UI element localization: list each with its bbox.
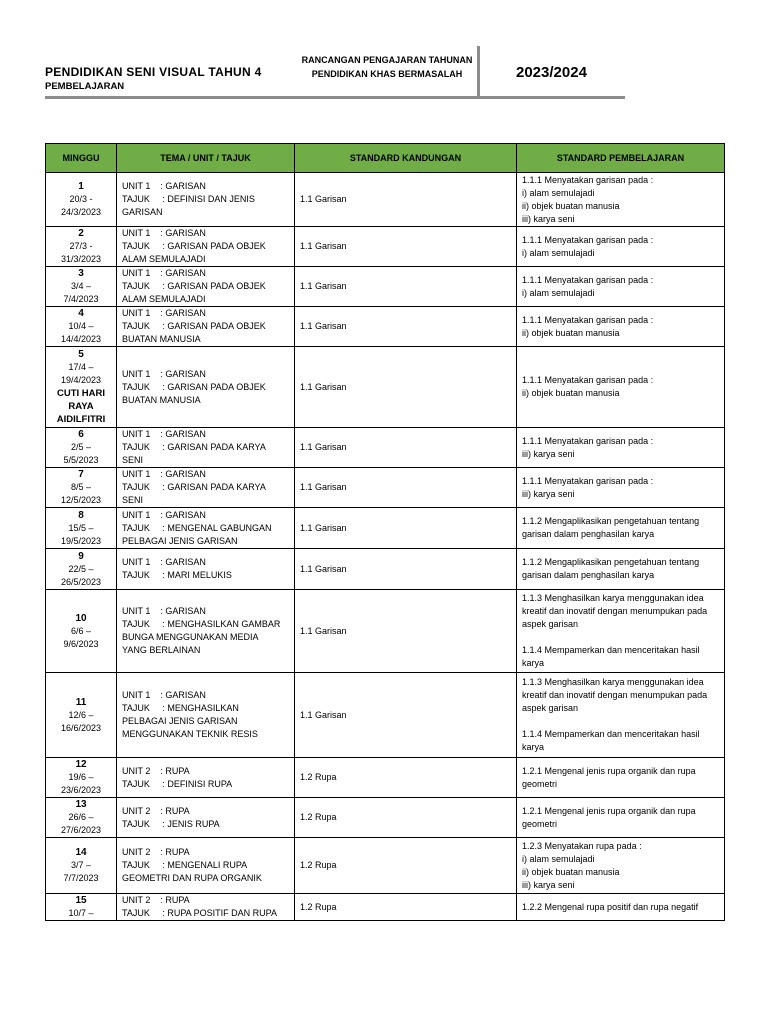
week-number: 3	[78, 268, 84, 279]
tema-line: TAJUK : JENIS RUPA	[122, 818, 220, 829]
cell-standard-pembelajaran	[517, 798, 725, 838]
tema-line: GEOMETRI DAN RUPA ORGANIK	[122, 873, 262, 883]
tema-line: PELBAGAI JENIS GARISAN	[122, 716, 238, 726]
week-date: 2/5 –	[70, 442, 92, 452]
table-row	[46, 468, 725, 508]
week-date: 12/6 –	[68, 709, 94, 720]
lesson-plan-table	[45, 143, 725, 921]
cell-standard-pembelajaran	[517, 758, 725, 798]
tema-line: PELBAGAI JENIS GARISAN	[122, 535, 238, 546]
standard-pembelajaran-line: 1.2.3 Menyatakan rupa pada :	[522, 840, 642, 851]
standard-pembelajaran-line: 1.1.4 Mempamerkan dan menceritakan hasil karya	[522, 645, 700, 668]
cell-standard-pembelajaran	[517, 468, 725, 508]
cell-minggu	[46, 798, 117, 838]
table-row	[46, 508, 725, 549]
standard-pembelajaran-line: ii) objek buatan manusia	[522, 388, 620, 398]
cell-minggu	[46, 347, 117, 428]
table-header-row	[46, 144, 725, 173]
week-date: 6/6 –	[70, 625, 92, 636]
cell-minggu	[46, 428, 117, 468]
week-date: 23/6/2023	[60, 785, 102, 795]
tema-line: UNIT 1 : GARISAN	[122, 268, 206, 278]
table-row	[46, 673, 725, 758]
table-row	[46, 428, 725, 468]
cell-standard-kandungan: 1.1 Garisan	[295, 508, 517, 549]
tema-line: UNIT 1 : GARISAN	[122, 509, 206, 520]
week-date: 22/5 –	[68, 563, 94, 574]
standard-pembelajaran-line	[522, 631, 724, 644]
cell-standard-pembelajaran	[517, 347, 725, 428]
cell-tema	[117, 798, 295, 838]
standard-pembelajaran-line: 1.1.1 Menyatakan garisan pada :	[522, 274, 654, 285]
week-date: 19/6 –	[68, 772, 94, 782]
cell-standard-pembelajaran	[517, 307, 725, 347]
cell-minggu	[46, 173, 117, 227]
cell-minggu	[46, 267, 117, 307]
cell-tema	[117, 307, 295, 347]
cell-standard-pembelajaran	[517, 428, 725, 468]
column-header-standard-pembelajaran: STANDARD PEMBELAJARAN	[517, 144, 725, 173]
column-header-tema: TEMA / UNIT / TAJUK	[117, 144, 295, 173]
week-date: 19/5/2023	[60, 535, 102, 546]
standard-pembelajaran-line: ii) objek buatan manusia	[522, 866, 620, 877]
tema-line: TAJUK : MENGENALI RUPA	[122, 860, 248, 870]
standard-pembelajaran-line: iii) karya seni	[522, 448, 575, 459]
standard-pembelajaran-line: iii) karya seni	[522, 879, 575, 890]
cell-standard-pembelajaran	[517, 267, 725, 307]
cell-standard-kandungan: 1.1 Garisan	[295, 590, 517, 673]
cell-standard-kandungan: 1.1 Garisan	[295, 549, 517, 590]
week-number: 5	[78, 349, 84, 360]
week-date: 9/6/2023	[63, 638, 99, 649]
table-row	[46, 590, 725, 673]
week-date: 24/3/2023	[60, 207, 102, 217]
table-row	[46, 798, 725, 838]
tema-line: UNIT 2 : RUPA	[122, 805, 190, 816]
week-number: 9	[78, 550, 84, 562]
cell-minggu	[46, 468, 117, 508]
tema-line: UNIT 1 : GARISAN	[122, 469, 206, 479]
cell-standard-kandungan: 1.2 Rupa	[295, 798, 517, 838]
cell-minggu	[46, 590, 117, 673]
week-date: 10/4 –	[68, 321, 94, 331]
holiday-note: AIDILFITRI	[56, 414, 106, 425]
tema-line: UNIT 1 : GARISAN	[122, 690, 206, 700]
tema-line: YANG BERLAINAN	[122, 645, 201, 655]
standard-pembelajaran-line: i) alam semulajadi	[522, 187, 595, 198]
week-date: 16/6/2023	[60, 722, 102, 733]
week-number: 11	[75, 696, 87, 708]
tema-line: TAJUK : GARISAN PADA KARYA	[122, 482, 266, 492]
tema-line: TAJUK : GARISAN PADA OBJEK	[122, 321, 266, 331]
week-date: 3/4 –	[70, 281, 92, 291]
standard-pembelajaran-line: 1.1.3 Menghasilkan karya menggunakan idea kreatif dan inovatif dengan menumpukan pada aspek garisan	[522, 593, 708, 629]
cell-standard-kandungan: 1.1 Garisan	[295, 267, 517, 307]
standard-pembelajaran-line: ii) objek buatan manusia	[522, 327, 620, 338]
week-number: 1	[78, 181, 84, 192]
tema-line: TAJUK : MENGHASILKAN	[122, 703, 239, 713]
table-row	[46, 227, 725, 267]
standard-pembelajaran-line: 1.1.3 Menghasilkan karya menggunakan idea kreatif dan inovatif dengan menumpukan pada aspek garisan	[522, 677, 708, 713]
week-number: 15	[75, 895, 87, 906]
cell-standard-pembelajaran	[517, 590, 725, 673]
table-row	[46, 758, 725, 798]
tema-line: TAJUK : GARISAN PADA OBJEK	[122, 241, 266, 251]
plan-line-1: RANCANGAN PENGAJARAN TAHUNAN	[301, 55, 473, 65]
tema-line: UNIT 1 : GARISAN	[122, 228, 206, 238]
week-number: 8	[78, 509, 84, 521]
standard-pembelajaran-line: 1.2.1 Mengenal jenis rupa organik dan rupa geometri	[522, 805, 696, 829]
cell-tema	[117, 549, 295, 590]
tema-line: UNIT 2 : RUPA	[122, 765, 190, 776]
cell-tema	[117, 428, 295, 468]
standard-pembelajaran-line: 1.2.2 Mengenal rupa positif dan rupa negatif	[522, 901, 699, 912]
week-number: 4	[78, 308, 84, 319]
cell-tema	[117, 267, 295, 307]
cell-tema	[117, 838, 295, 894]
page-subtitle: PEMBELAJARAN	[45, 81, 125, 92]
week-date: 15/5 –	[68, 522, 94, 533]
week-date: 19/4/2023	[60, 375, 102, 385]
table-row	[46, 838, 725, 894]
cell-tema	[117, 347, 295, 428]
header-divider-vertical	[477, 46, 480, 98]
tema-line: TAJUK : GARISAN PADA OBJEK	[122, 281, 266, 291]
cell-minggu	[46, 673, 117, 758]
tema-line: TAJUK : MENGENAL GABUNGAN	[122, 522, 272, 533]
cell-standard-pembelajaran	[517, 673, 725, 758]
plan-line-2: PENDIDIKAN KHAS BERMASALAH	[311, 69, 463, 79]
week-number: 14	[75, 847, 87, 858]
tema-line: UNIT 1 : GARISAN	[122, 557, 206, 567]
standard-pembelajaran-line: 1.1.1 Menyatakan garisan pada :	[522, 234, 654, 245]
cell-standard-kandungan: 1.1 Garisan	[295, 468, 517, 508]
column-header-standard-kandungan: STANDARD KANDUNGAN	[295, 144, 517, 173]
header-divider-horizontal	[45, 96, 625, 99]
standard-pembelajaran-line: i) alam semulajadi	[522, 853, 595, 864]
school-year: 2023/2024	[516, 64, 587, 81]
table-row	[46, 267, 725, 307]
cell-minggu	[46, 758, 117, 798]
standard-pembelajaran-line: i) alam semulajadi	[522, 247, 595, 258]
tema-line: TAJUK : DEFINISI DAN JENIS	[122, 194, 255, 204]
cell-minggu	[46, 508, 117, 549]
cell-minggu	[46, 838, 117, 894]
cell-standard-kandungan: 1.2 Rupa	[295, 894, 517, 921]
cell-standard-pembelajaran	[517, 227, 725, 267]
tema-line: UNIT 1 : GARISAN	[122, 429, 206, 439]
table-row	[46, 549, 725, 590]
plan-title	[299, 53, 475, 81]
cell-tema	[117, 227, 295, 267]
week-date: 14/4/2023	[60, 334, 102, 344]
table-row	[46, 173, 725, 227]
standard-pembelajaran-line: iii) karya seni	[522, 488, 575, 499]
standard-pembelajaran-line: 1.1.1 Menyatakan garisan pada :	[522, 174, 654, 185]
tema-line: ALAM SEMULAJADI	[122, 294, 206, 304]
week-number: 6	[78, 429, 84, 440]
tema-line: TAJUK : RUPA POSITIF DAN RUPA	[122, 908, 278, 918]
cell-standard-kandungan: 1.1 Garisan	[295, 173, 517, 227]
week-date: 8/5 –	[70, 482, 92, 492]
tema-line: BUATAN MANUSIA	[122, 334, 201, 344]
standard-pembelajaran-line: 1.1.1 Menyatakan garisan pada :	[522, 314, 654, 325]
tema-line: TAJUK : GARISAN PADA OBJEK	[122, 381, 266, 392]
standard-pembelajaran-line: 1.1.2 Mengaplikasikan pengetahuan tentang garisan dalam penghasilan karya	[522, 516, 700, 539]
week-date: 31/3/2023	[60, 254, 102, 264]
week-number: 7	[78, 469, 84, 480]
tema-line: TAJUK : GARISAN PADA KARYA	[122, 442, 266, 452]
tema-line: UNIT 1 : GARISAN	[122, 606, 206, 616]
standard-pembelajaran-line: 1.2.1 Mengenal jenis rupa organik dan rupa geometri	[522, 765, 696, 789]
week-date: 26/5/2023	[60, 576, 102, 587]
week-date: 3/7 –	[70, 860, 92, 870]
cell-standard-pembelajaran	[517, 549, 725, 590]
tema-line: UNIT 2 : RUPA	[122, 847, 190, 857]
cell-standard-kandungan: 1.1 Garisan	[295, 347, 517, 428]
standard-pembelajaran-line: i) alam semulajadi	[522, 287, 595, 298]
cell-standard-kandungan: 1.1 Garisan	[295, 227, 517, 267]
header-left	[45, 65, 262, 92]
tema-line: SENI	[122, 495, 144, 505]
holiday-note: CUTI HARI	[56, 388, 106, 399]
tema-line: GARISAN	[122, 207, 163, 217]
cell-tema	[117, 173, 295, 227]
cell-minggu	[46, 894, 117, 921]
cell-standard-pembelajaran	[517, 173, 725, 227]
table-body	[46, 173, 725, 921]
holiday-note: RAYA	[68, 401, 94, 412]
week-number: 13	[75, 799, 87, 810]
week-date: 5/5/2023	[63, 455, 99, 465]
standard-pembelajaran-line: 1.1.4 Mempamerkan dan menceritakan hasil karya	[522, 729, 700, 752]
week-number: 12	[75, 759, 87, 770]
tema-line: TAJUK : MENGHASILKAN GAMBAR	[122, 619, 281, 629]
cell-tema	[117, 590, 295, 673]
cell-minggu	[46, 227, 117, 267]
week-date: 10/7 –	[68, 908, 94, 918]
week-date: 7/4/2023	[63, 294, 99, 304]
cell-standard-pembelajaran	[517, 894, 725, 921]
standard-pembelajaran-line: 1.1.2 Mengaplikasikan pengetahuan tentang garisan dalam penghasilan karya	[522, 557, 700, 580]
tema-line: UNIT 2 : RUPA	[122, 895, 190, 905]
tema-line: UNIT 1 : GARISAN	[122, 181, 206, 191]
table-row	[46, 347, 725, 428]
cell-tema	[117, 468, 295, 508]
cell-standard-kandungan: 1.1 Garisan	[295, 673, 517, 758]
standard-pembelajaran-line	[522, 715, 724, 728]
week-date: 27/6/2023	[60, 825, 102, 835]
table-row	[46, 894, 725, 921]
cell-minggu	[46, 307, 117, 347]
page-title: PENDIDIKAN SENI VISUAL TAHUN 4	[45, 65, 262, 79]
tema-line: MENGGUNAKAN TEKNIK RESIS	[122, 729, 258, 739]
tema-line: ALAM SEMULAJADI	[122, 254, 206, 264]
week-date: 26/6 –	[68, 812, 94, 822]
standard-pembelajaran-line: ii) objek buatan manusia	[522, 200, 620, 211]
cell-tema	[117, 758, 295, 798]
standard-pembelajaran-line: 1.1.1 Menyatakan garisan pada :	[522, 435, 654, 446]
tema-line: BUNGA MENGGUNAKAN MEDIA	[122, 632, 259, 642]
cell-standard-kandungan: 1.1 Garisan	[295, 307, 517, 347]
cell-standard-pembelajaran	[517, 838, 725, 894]
cell-tema	[117, 508, 295, 549]
week-number: 2	[78, 228, 84, 239]
cell-standard-pembelajaran	[517, 508, 725, 549]
cell-standard-kandungan: 1.1 Garisan	[295, 428, 517, 468]
week-date: 20/3 -	[69, 194, 93, 204]
week-date: 27/3 -	[69, 241, 93, 251]
week-date: 17/4 –	[68, 362, 94, 372]
cell-standard-kandungan: 1.2 Rupa	[295, 758, 517, 798]
cell-tema	[117, 894, 295, 921]
column-header-minggu: MINGGU	[46, 144, 117, 173]
standard-pembelajaran-line: iii) karya seni	[522, 213, 575, 224]
week-number: 10	[75, 612, 87, 624]
tema-line: BUATAN MANUSIA	[122, 394, 201, 405]
standard-pembelajaran-line: 1.1.1 Menyatakan garisan pada :	[522, 475, 654, 486]
tema-line: TAJUK : DEFINISI RUPA	[122, 778, 233, 789]
cell-tema	[117, 673, 295, 758]
cell-minggu	[46, 549, 117, 590]
table-row	[46, 307, 725, 347]
week-date: 12/5/2023	[60, 495, 102, 505]
tema-line: UNIT 1 : GARISAN	[122, 308, 206, 318]
tema-line: TAJUK : MARI MELUKIS	[122, 570, 232, 580]
tema-line: SENI	[122, 455, 144, 465]
cell-standard-kandungan: 1.2 Rupa	[295, 838, 517, 894]
standard-pembelajaran-line: 1.1.1 Menyatakan garisan pada :	[522, 375, 654, 385]
tema-line: UNIT 1 : GARISAN	[122, 368, 206, 379]
week-date: 7/7/2023	[63, 873, 99, 883]
